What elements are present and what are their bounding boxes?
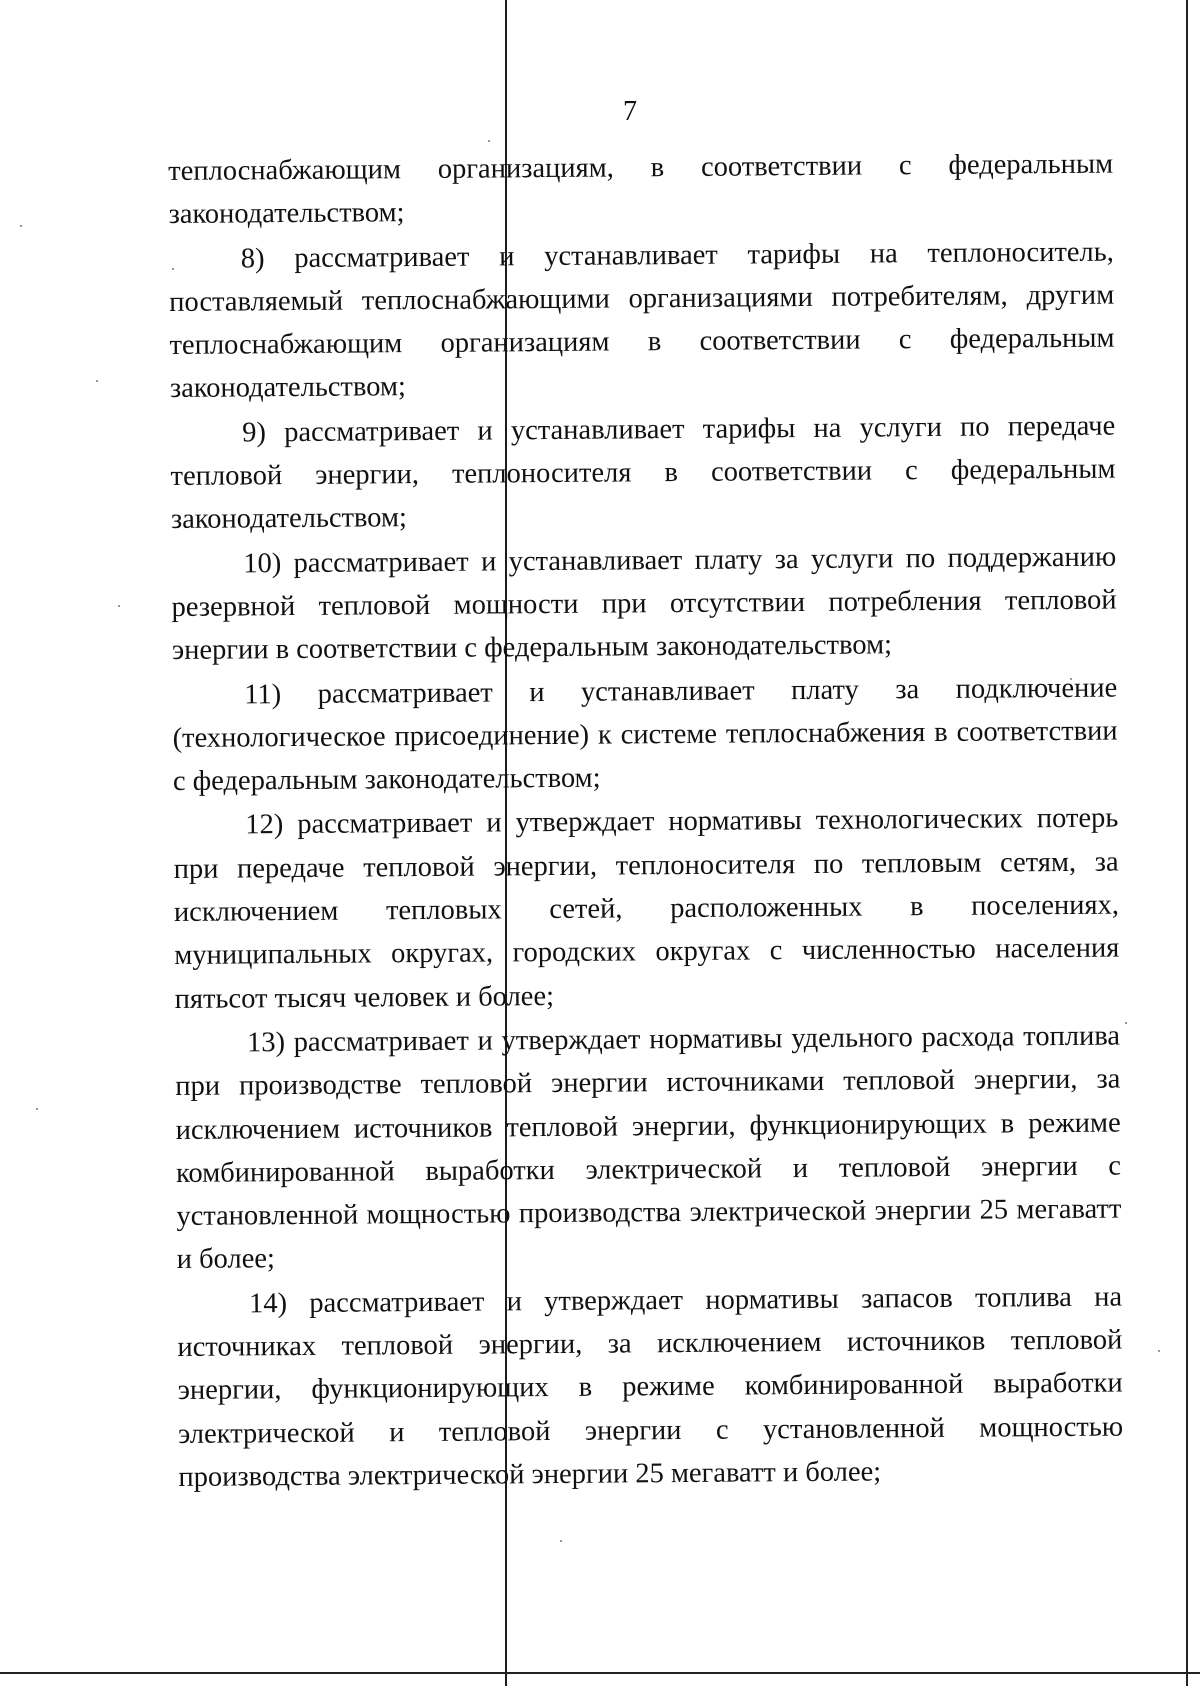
- scan-edge-bottom: [0, 1672, 1200, 1674]
- page-number: 7: [623, 96, 637, 127]
- paragraph-item-13: 13) рассматривает и утверждает нормативы удельного расхода топлива при производстве тепловой энергии источниками тепловой энергии, за исключением источников тепловой энергии, функционирующих в режиме комбинированной выработки электрической и тепловой энергии с установленной мощностью производства электрической энергии 25 мегаватт и более;: [175, 1020, 1122, 1276]
- paragraph-item-8: 8) рассматривает и устанавливает тарифы на теплоноситель, поставляемый теплоснабжающими организациями потребителям, другим теплоснабжающим организациям в соответствии с федеральным законодательством;: [169, 236, 1115, 405]
- scan-speck: [118, 605, 120, 607]
- scan-speck: [20, 225, 22, 227]
- scan-speck: [1125, 1022, 1127, 1024]
- paragraph-item-11: 11) рассматривает и устанавливает плату за подключение (технологическое присоединение) к системе теплоснабжения в соответствии с федеральным законодательством;: [172, 672, 1118, 798]
- paragraph-item-14: 14) рассматривает и утверждает нормативы запасов топлива на источниках тепловой энергии, за исключением источников тепловой энергии, функционирующих в режиме комбинированной выработки электрической и тепловой энергии с установленной мощностью производства электрической энергии 25 мегаватт и более;: [177, 1281, 1124, 1493]
- scan-speck: [488, 140, 490, 142]
- paragraph-continuation: теплоснабжающим организациям, в соответствии с федеральным законодательством;: [168, 148, 1114, 231]
- scan-speck: [1158, 1350, 1160, 1352]
- document-body: [168, 143, 1124, 1501]
- paragraph-item-9: 9) рассматривает и устанавливает тарифы на услуги по передаче тепловой энергии, теплоносителя в соответствии с федеральным законодательством;: [170, 410, 1116, 536]
- scan-speck: [96, 380, 98, 382]
- paragraph-item-12: 12) рассматривает и утверждает нормативы технологических потерь при передаче тепловой энергии, теплоносителя по тепловым сетям, за исключением тепловых сетей, расположенных в поселениях, муниципальных округах, городских округах с численностью населения пятьсот тысяч человек и более;: [173, 803, 1120, 1015]
- scan-edge-right: [1186, 0, 1188, 1686]
- paragraph-item-10: 10) рассматривает и устанавливает плату за услуги по поддержанию резервной тепловой мощности при отсутствии потребления тепловой энергии в соответствии с федеральным законодательством;: [171, 541, 1117, 667]
- scan-speck: [560, 1540, 562, 1542]
- scan-speck: [36, 1108, 38, 1110]
